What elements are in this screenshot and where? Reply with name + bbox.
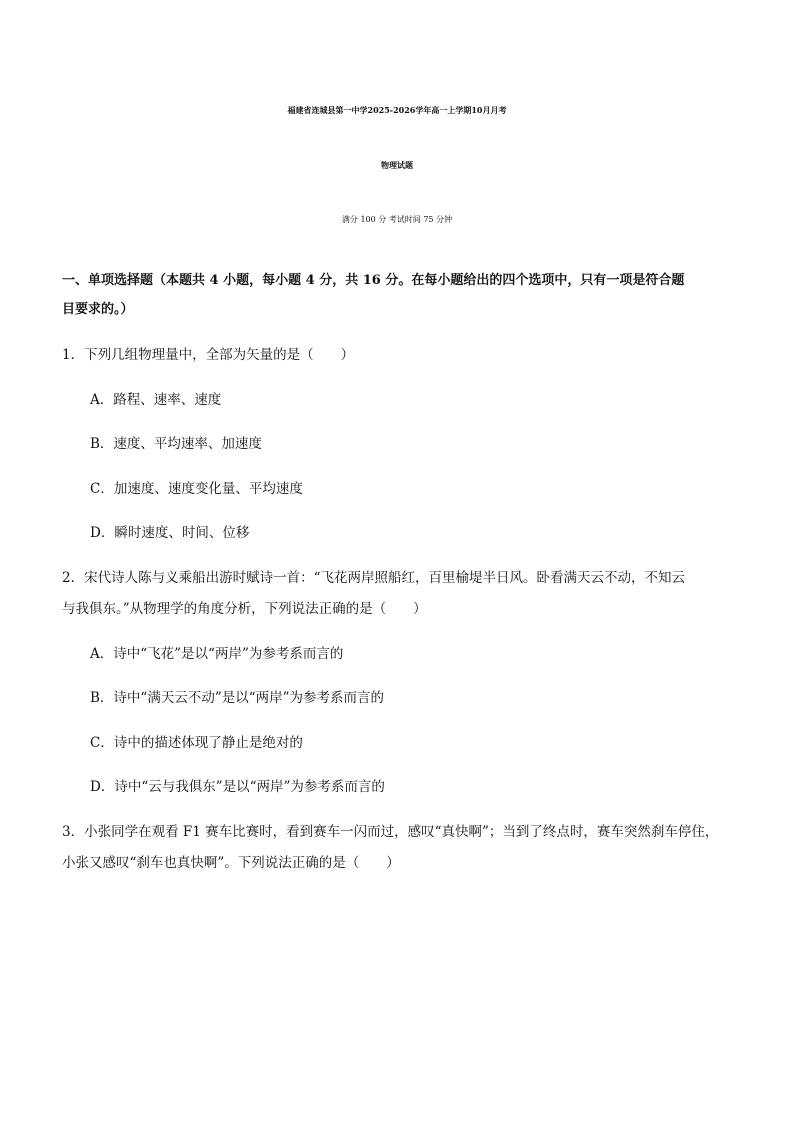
exam-subject: 物理试题 (381, 160, 413, 170)
question-stem: 与我俱东。”从物理学的角度分析，下列说法正确的是（ ） (62, 601, 427, 617)
question-option: D．诗中“云与我俱东”是以“两岸”为参考系而言的 (90, 779, 385, 795)
question-option: C．诗中的描述体现了静止是绝对的 (90, 735, 303, 751)
question-option: A．路程、速率、速度 (90, 392, 222, 408)
question-option: A．诗中“飞花”是以“两岸”为参考系而言的 (90, 646, 344, 662)
question-option: D．瞬时速度、时间、位移 (90, 525, 250, 541)
section-instruction: 目要求的。） (62, 302, 134, 317)
section-instruction: 一、单项选择题（本题共 4 小题，每小题 4 分，共 16 分。在每小题给出的四个选项中，只有一项是符合题 (62, 273, 685, 288)
question-option: B．诗中“满天云不动”是以“两岸”为参考系而言的 (90, 690, 385, 706)
exam-title: 福建省连城县第一中学2025-2026学年高一上学期10月月考 (287, 105, 507, 115)
question-stem: 1．下列几组物理量中，全部为矢量的是（ ） (62, 347, 355, 363)
exam-info: 满分 100 分 考试时间 75 分钟 (341, 215, 453, 224)
question-stem: 2．宋代诗人陈与义乘船出游时赋诗一首：“飞花两岸照船红，百里榆堤半日风。卧看满天云不动，不知云 (62, 570, 685, 586)
question-option: C．加速度、速度变化量、平均速度 (90, 481, 303, 497)
question-stem: 小张又感叹“刹车也真快啊”。下列说法正确的是（ ） (62, 855, 400, 871)
question-stem: 3．小张同学在观看 F1 赛车比赛时，看到赛车一闪而过，感叹“真快啊”；当到了终点时，赛车突然刹车停住， (62, 824, 719, 840)
question-option: B．速度、平均速率、加速度 (90, 436, 262, 452)
